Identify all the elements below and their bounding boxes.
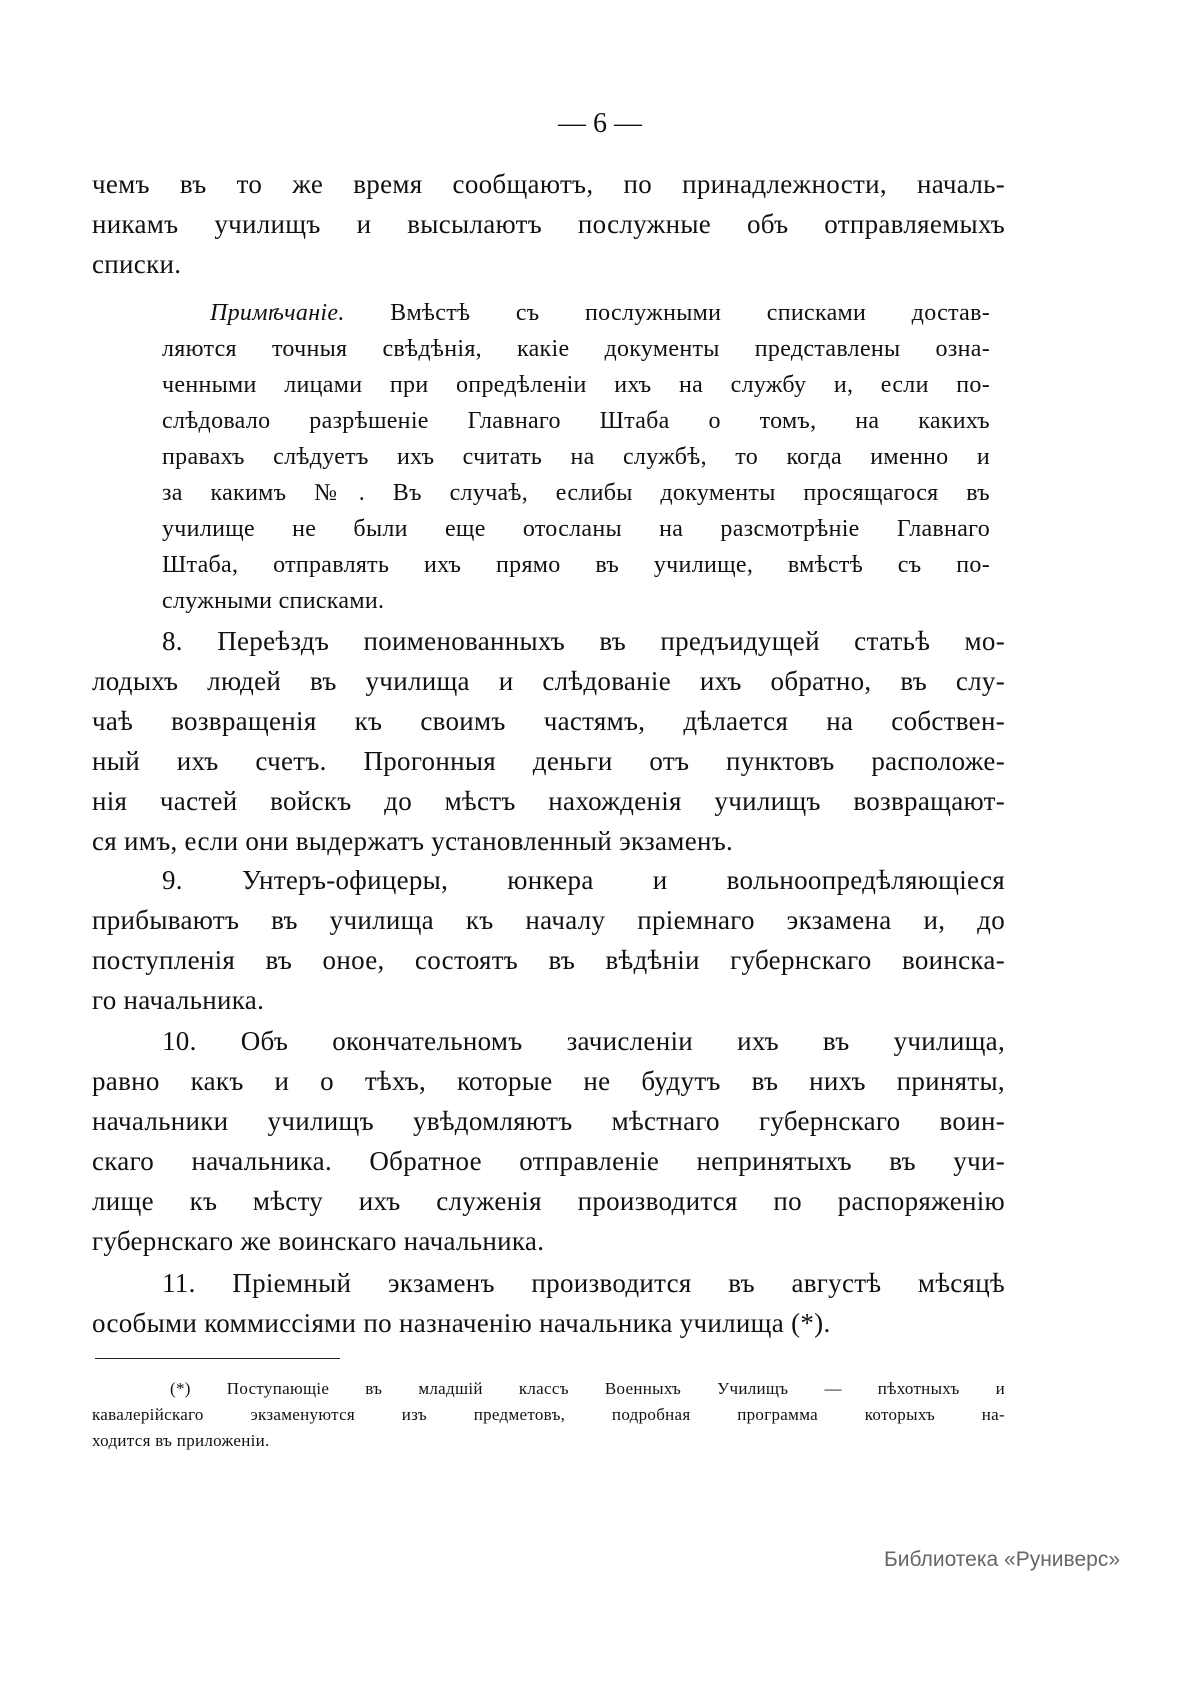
footnote-line: (*) Поступающіе въ младшій классъ Военныхъ Училищъ — пѣхотныхъ и — [170, 1379, 1005, 1398]
text-line: 10. Объ окончательномъ зачисленіи ихъ въ училища, — [162, 1026, 1005, 1056]
text-line: прибываютъ въ училища къ началу пріемнаго экзамена и, до — [92, 905, 1005, 935]
text-line: чемъ въ то же время сообщаютъ, по принадлежности, началь- — [92, 169, 1005, 199]
page-number: — 6 — — [558, 108, 642, 139]
text-line: лище къ мѣсту ихъ служенія производится по распоряженію — [92, 1186, 1005, 1216]
text-line: го начальника. — [92, 985, 265, 1015]
text-line: губернскаго же воинскаго начальника. — [92, 1226, 545, 1256]
text-line: ченными лицами при опредѣленіи ихъ на службу и, если по- — [162, 372, 990, 398]
text-line: лодыхъ людей въ училища и слѣдованіе ихъ обратно, въ слу- — [92, 666, 1005, 696]
text-line: списки. — [92, 249, 182, 279]
text-line: 11. Пріемный экзаменъ производится въ августѣ мѣсяцѣ — [162, 1268, 1005, 1298]
text-line: ный ихъ счетъ. Прогонныя деньги отъ пунктовъ расположе- — [92, 746, 1005, 776]
footnote-line: кавалерійскаго экзаменуются изъ предметовъ, подробная программа которыхъ на- — [92, 1405, 1005, 1424]
text-line: 8. Переѣздъ поименованныхъ въ предъидущей статьѣ мо- — [162, 626, 1005, 656]
text-line: училище не были еще отосланы на разсмотрѣніе Главнаго — [162, 516, 990, 542]
text-line: равно какъ и о тѣхъ, которые не будутъ въ нихъ приняты, — [92, 1066, 1005, 1096]
note-label: Примѣчаніе. — [210, 300, 345, 326]
footnote-line: ходится въ приложеніи. — [92, 1431, 270, 1450]
text-line: за какимъ №. Въ случаѣ, еслибы документы просящагося въ — [162, 480, 990, 506]
text-line: поступленія въ оное, состоятъ въ вѣдѣніи губернскаго воинска- — [92, 945, 1005, 975]
text-line: особыми коммиссіями по назначенію начальника училища (*). — [92, 1308, 831, 1338]
text-line: чаѣ возвращенія къ своимъ частямъ, дѣлается на собствен- — [92, 706, 1005, 736]
text-line: никамъ училищъ и высылаютъ послужные объ отправляемыхъ — [92, 209, 1005, 239]
text-line: 9. Унтеръ-офицеры, юнкера и вольноопредѣляющіеся — [162, 865, 1005, 895]
text-line: скаго начальника. Обратное отправленіе непринятыхъ въ учи- — [92, 1146, 1005, 1176]
text-line: служными списками. — [162, 588, 385, 614]
text-line: ся имъ, если они выдержатъ установленный экзаменъ. — [92, 826, 734, 856]
text-line: начальники училищъ увѣдомляютъ мѣстнаго губернскаго воин- — [92, 1106, 1005, 1136]
footnote-rule — [95, 1358, 340, 1359]
text-line: нія частей войскъ до мѣстъ нахожденія училищъ возвращают- — [92, 786, 1005, 816]
text-line: ляются точныя свѣдѣнія, какіе документы представлены озна- — [162, 336, 990, 362]
text-line: правахъ слѣдуетъ ихъ считать на службѣ, то когда именно и — [162, 444, 990, 470]
text-line: Примѣчаніе. Вмѣстѣ съ послужными списками достав- — [210, 300, 990, 326]
text-line: слѣдовало разрѣшеніе Главнаго Штаба о томъ, на какихъ — [162, 408, 990, 434]
library-watermark: Библиотека «Руниверс» — [884, 1548, 1120, 1571]
text-line: Штаба, отправлять ихъ прямо въ училище, вмѣстѣ съ по- — [162, 552, 990, 578]
